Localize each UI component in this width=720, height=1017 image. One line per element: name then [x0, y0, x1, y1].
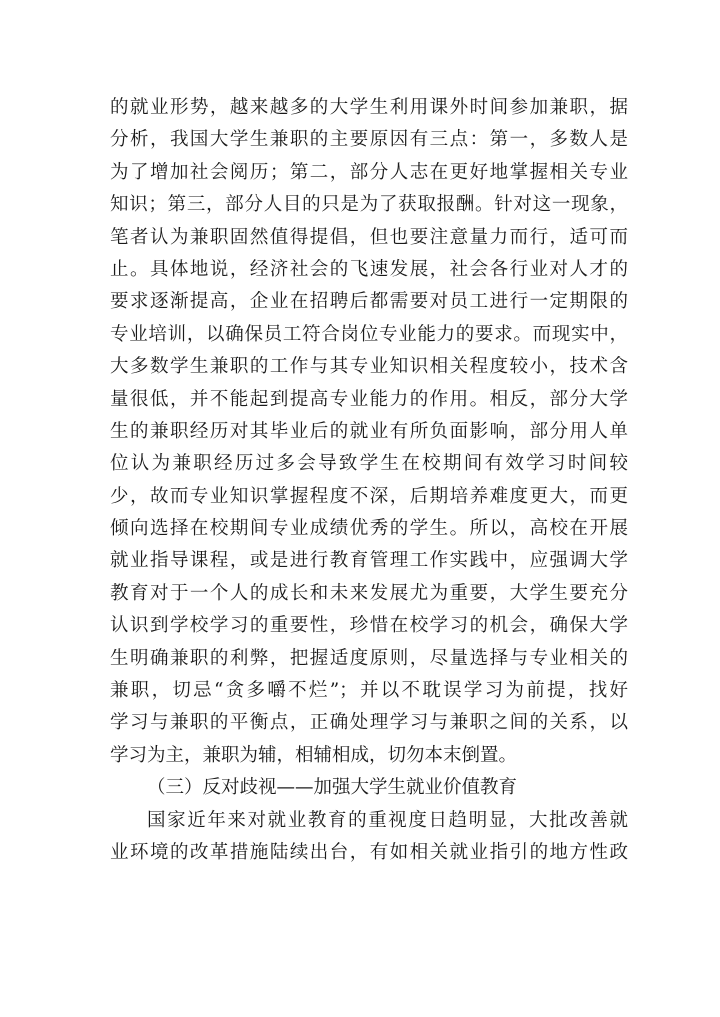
text-line: 兼职，切忌“贪多嚼不烂”；并以不耽误学习为前提，找好 [110, 680, 628, 702]
text-line: 少，故而专业知识掌握程度不深，后期培养难度更大，而更 [110, 485, 628, 507]
text-line: 认识到学校学习的重要性，珍惜在校学习的机会，确保大学 [110, 615, 628, 637]
text-line: 就业指导课程，或是进行教育管理工作实践中，应强调大学 [110, 550, 628, 572]
text-line: 生的兼职经历对其毕业后的就业有所负面影响，部分用人单 [110, 420, 628, 442]
text-line: 生明确兼职的利弊，把握适度原则，尽量选择与专业相关的 [110, 647, 628, 669]
text-line: 业环境的改革措施陆续出台，有如相关就业指引的地方性政 [110, 841, 628, 863]
text-line: 学习与兼职的平衡点，正确处理学习与兼职之间的关系，以 [110, 712, 628, 734]
section-heading: （三）反对歧视——加强大学生就业价值教育 [147, 777, 518, 799]
text-line: 量很低，并不能起到提高专业能力的作用。相反，部分大学 [110, 388, 628, 410]
body-text [110, 92, 628, 869]
text-line: 为了增加社会阅历；第二，部分人志在更好地掌握相关专业 [110, 161, 628, 183]
text-line: 大多数学生兼职的工作与其专业知识相关程度较小，技术含 [110, 356, 628, 378]
text-line: 的就业形势，越来越多的大学生利用课外时间参加兼职，据 [110, 97, 628, 118]
text-line: 国家近年来对就业教育的重视度日趋明显，大批改善就 [147, 809, 628, 831]
text-line: 教育对于一个人的成长和未来发展尤为重要，大学生要充分 [110, 582, 628, 604]
text-line: 知识；第三，部分人目的只是为了获取报酬。针对这一现象， [110, 194, 628, 216]
text-line: 位认为兼职经历过多会导致学生在校期间有效学习时间较 [110, 453, 628, 475]
text-line: 止。具体地说，经济社会的飞速发展，社会各行业对人才的 [110, 258, 628, 280]
text-line: 学习为主，兼职为辅，相辅相成，切勿本末倒置。 [110, 744, 518, 766]
text-line: 分析，我国大学生兼职的主要原因有三点：第一，多数人是 [110, 129, 628, 151]
text-line: 要求逐渐提高，企业在招聘后都需要对员工进行一定期限的 [110, 291, 628, 313]
text-line: 笔者认为兼职固然值得提倡，但也要注意量力而行，适可而 [110, 226, 628, 248]
text-line: 倾向选择在校期间专业成绩优秀的学生。所以，高校在开展 [110, 518, 628, 540]
text-line: 专业培训，以确保员工符合岗位专业能力的要求。而现实中， [110, 323, 628, 345]
